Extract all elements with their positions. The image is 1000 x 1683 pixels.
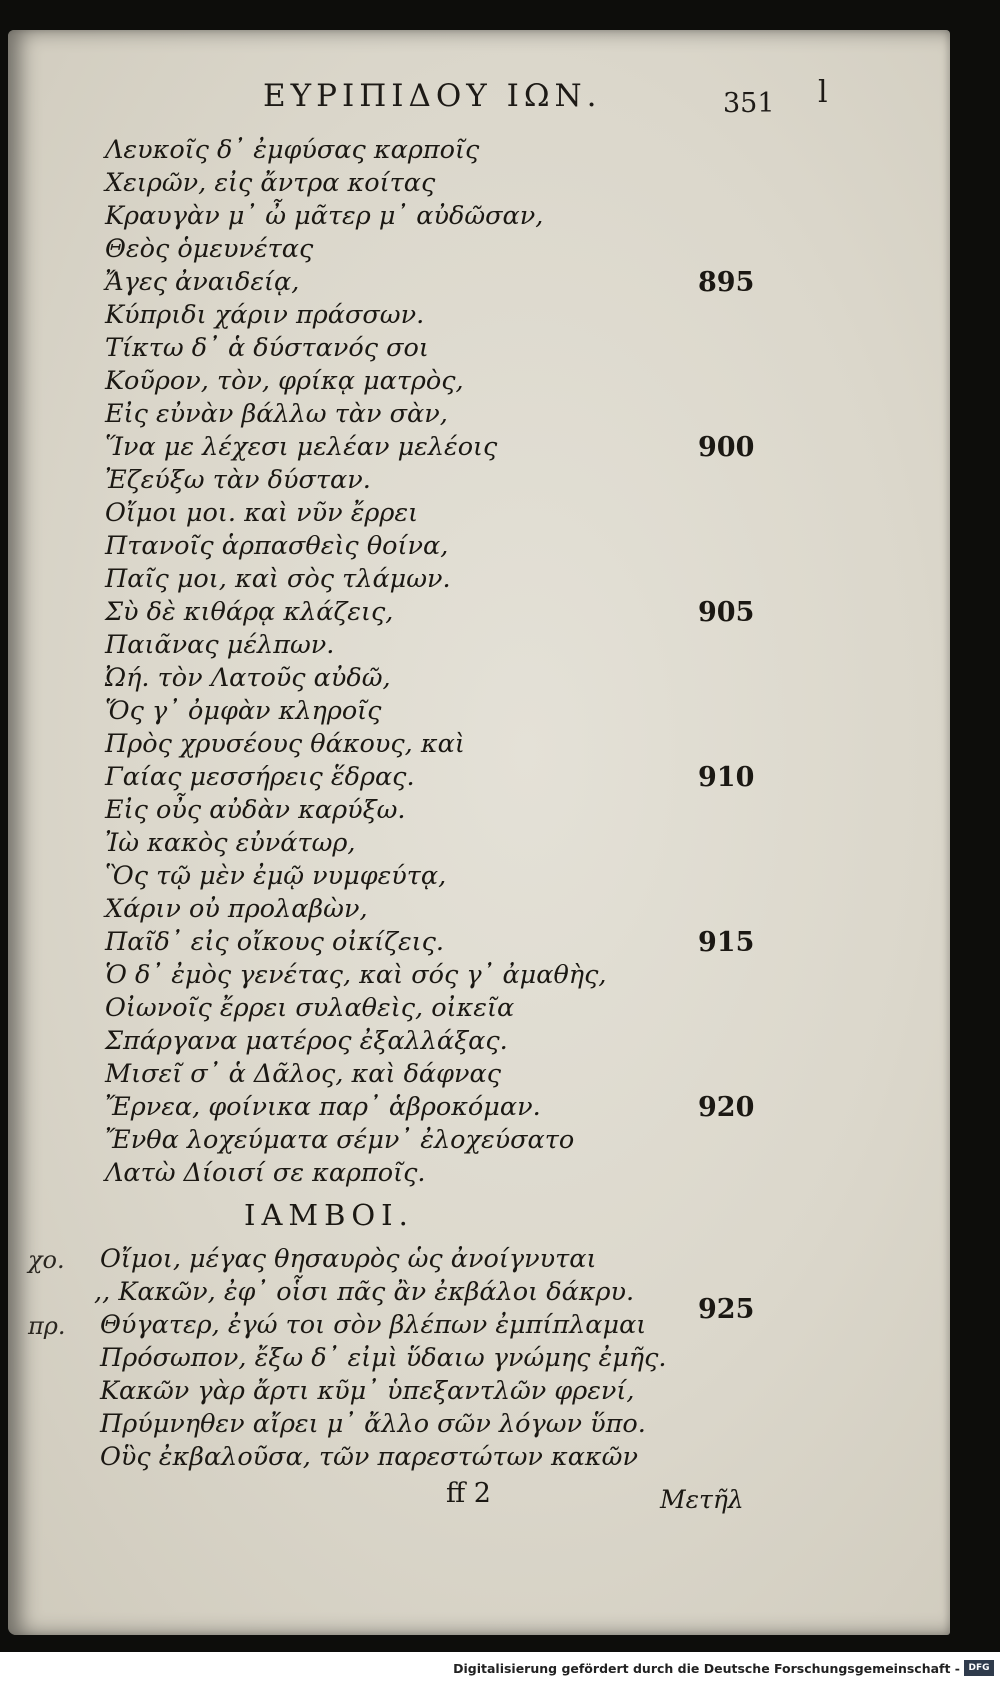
line-number: 900 [698,432,755,463]
verse-line: Σὺ δὲ κιθάρᾳ κλάζεις, [105,597,394,627]
verse-line: Ἰὼ κακὸς εὐνάτωρ, [105,828,356,858]
running-head: ΕΥΡΙΠΙΔΟΥ ΙΩΝ. [263,78,602,114]
verse-line: Ἄγες ἀναιδείᾳ, [105,267,300,297]
footer-bar [0,1652,1000,1683]
funding-credit: Digitalisierung gefördert durch die Deutsche Forschungsgemeinschaft - [453,1661,960,1676]
signature-mark: ff 2 [446,1478,491,1509]
iambic-line: Θύγατερ, ἐγώ τοι σὸν βλέπων ἐμπίπλαμαι [100,1310,647,1340]
verse-line: Λευκοῖς δ᾽ ἐμφύσας καρποῖς [105,135,480,165]
verse-line: Πτανοῖς ἁρπασθεὶς θοίνα, [105,531,449,561]
verse-line: Σπάργανα ματέρος ἐξαλλάξας. [105,1026,508,1056]
line-number: 925 [698,1294,755,1325]
verse-line: Ἔρνεα, φοίνικα παρ᾽ ἁβροκόμαν. [105,1092,541,1122]
verse-line: Χειρῶν, εἰς ἄντρα κοίτας [105,168,436,198]
verse-line: Ἐζεύξω τὰν δύσταν. [105,465,371,495]
head-mark: l [818,75,828,110]
verse-line: Ἔνθα λοχεύματα σέμν᾽ ἐλοχεύσατο [105,1125,575,1155]
verse-line: Ἵνα με λέχεσι μελέαν μελέοις [105,432,498,462]
page-number: 351 [723,88,775,119]
line-number: 920 [698,1092,755,1123]
verse-line: Λατὼ Δίοισί σε καρποῖς. [105,1158,426,1188]
verse-line: Κύπριδι χάριν πράσσων. [105,300,425,330]
book-page [8,30,950,1635]
iambic-line: ,, Κακῶν, ἐφ᾽ οἷσι πᾶς ἂν ἐκβάλοι δάκρυ. [94,1277,635,1307]
verse-line: Παῖς μοι, καὶ σὸς τλάμων. [105,564,451,594]
verse-line: Οἰωνοῖς ἔρρει συλαθεὶς, οἰκεῖα [105,993,515,1023]
iambic-line: Πρόσωπον, ἔξω δ᾽ εἰμὶ ὕδαιω γνώμης ἐμῆς. [100,1343,667,1373]
verse-line: Χάριν οὐ προλαβὼν, [105,894,368,924]
verse-line: Μισεῖ σ᾽ ἁ Δᾶλος, καὶ δάφνας [105,1059,502,1089]
verse-line: Τίκτω δ᾽ ἁ δύστανός σοι [105,333,429,363]
verse-line: Θεὸς ὁμευνέτας [105,234,314,264]
verse-line: Ὅς γ᾽ ὀμφὰν κληροῖς [105,696,382,726]
iambic-line: Πρύμνηθεν αἴρει μ᾽ ἄλλο σῶν λόγων ὕπο. [100,1409,646,1439]
verse-line: Οἴμοι μοι. καὶ νῦν ἔρρει [105,498,419,528]
iambic-line: Κακῶν γὰρ ἄρτι κῦμ᾽ ὑπεξαντλῶν φρενί, [100,1376,635,1406]
verse-line: Παῖδ᾽ εἰς οἴκους οἰκίζεις. [105,927,445,957]
catchword: Μετῆλ [660,1485,744,1514]
verse-line: Ὠή. τὸν Λατοῦς αὐδῶ, [105,663,391,693]
verse-line: Εἰς οὖς αὐδὰν καρύξω. [105,795,406,825]
verse-line: Κραυγὰν μ᾽ ὦ μᾶτερ μ᾽ αὐδῶσαν, [105,201,544,231]
verse-line: Κοῦρον, τὸν, φρίκᾳ ματρὸς, [105,366,464,396]
verse-line: Ὁ δ᾽ ἐμὸς γενέτας, καὶ σός γ᾽ ἀμαθὴς, [105,960,607,990]
verse-line: Γαίας μεσσήρεις ἕδρας. [105,762,415,792]
verse-line: Παιᾶνας μέλπων. [105,630,335,660]
speaker-label: πρ. [28,1312,66,1340]
iambic-line: Οἴμοι, μέγας θησαυρὸς ὡς ἀνοίγνυται [100,1244,597,1274]
verse-line: Εἰς εὐνὰν βάλλω τὰν σὰν, [105,399,448,429]
line-number: 910 [698,762,755,793]
line-number: 905 [698,597,755,628]
line-number: 895 [698,267,755,298]
verse-line: Ὃς τῷ μὲν ἐμῷ νυμφεύτᾳ, [105,861,447,891]
speaker-label: χο. [28,1246,65,1274]
section-heading: ΙΑΜΒΟΙ. [244,1198,414,1232]
iambic-line: Οὓς ἐκβαλοῦσα, τῶν παρεστώτων κακῶν [100,1442,638,1472]
verse-line: Πρὸς χρυσέους θάκους, καὶ [105,729,465,759]
dfg-logo: DFG [964,1660,994,1676]
line-number: 915 [698,927,755,958]
